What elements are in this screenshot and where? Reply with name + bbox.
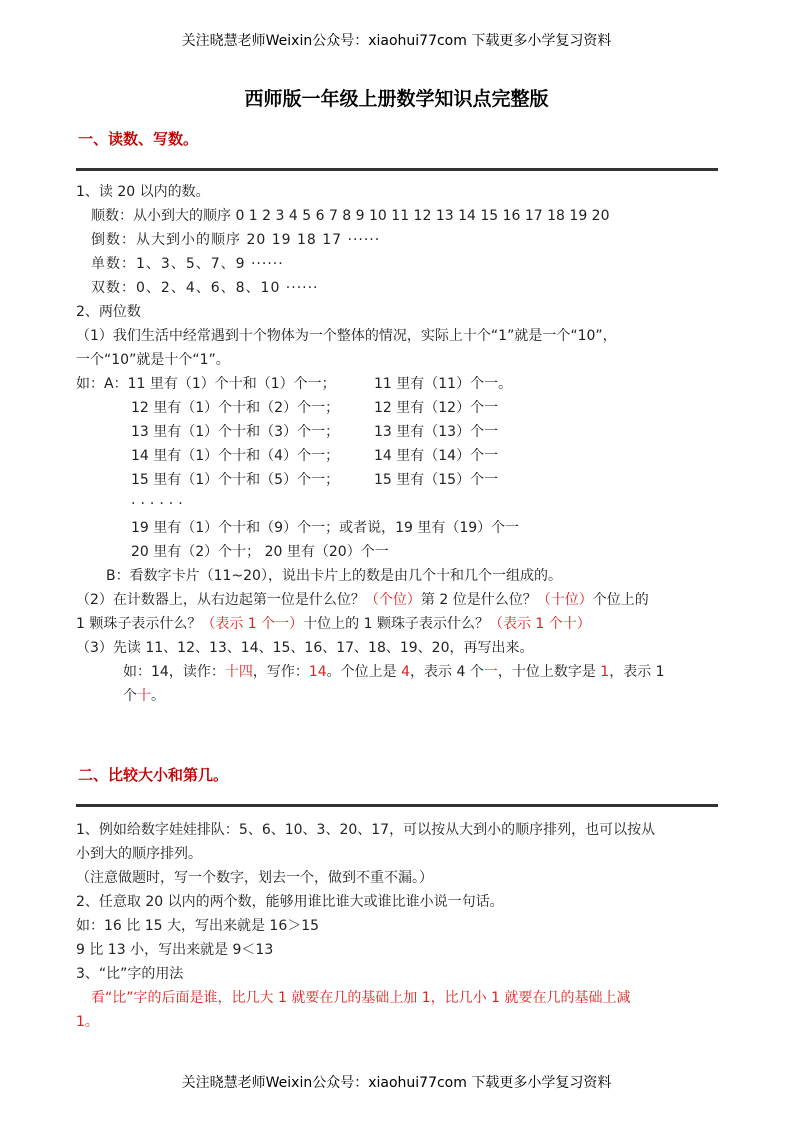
example-line: 15 里有（1）个十和（5）个一； xyxy=(131,472,340,488)
text-run: ，写作： xyxy=(252,664,309,680)
page-footer: 关注晓慧老师Weixin公众号：xiaohui77com 下载更多小学复习资料 xyxy=(181,1075,612,1091)
text-line: B：看数字卡片（11~20），说出卡片上的数是由几个十和几个一组成的。 xyxy=(106,568,562,584)
text-line: 倒数：从大到小的顺序 20 19 18 17 ······ xyxy=(91,232,381,248)
text-run: 十位上的 1 颗珠子表示什么？ xyxy=(303,616,489,632)
text-run: 第 2 位是什么位？ xyxy=(420,592,537,608)
text-run: 1 颗珠子表示什么？ xyxy=(76,616,202,632)
text-line: 3、“比”字的用法 xyxy=(76,966,184,982)
highlight-line: 看“比”字的后面是谁，比几大 1 就要在几的基础上加 1，比几小 1 就要在几的基础上减 xyxy=(91,990,631,1006)
text-line: （注意做题时，写一个数字，划去一个，做到不重不漏。） xyxy=(76,870,433,886)
answer-text: 1 xyxy=(600,664,610,680)
section-1-heading: 一、读数、写数。 xyxy=(78,130,199,148)
answer-text: 4 xyxy=(401,664,411,680)
text-run: ，表示 4 个 xyxy=(410,664,484,680)
document-title: 西师版一年级上册数学知识点完整版 xyxy=(244,88,549,110)
text-line: 如：16 比 15 大，写出来就是 16＞15 xyxy=(76,918,320,934)
section-1-divider xyxy=(76,168,718,171)
example-line: 11 里有（11）个一。 xyxy=(374,376,513,392)
section-2-heading: 二、比较大小和第几。 xyxy=(78,766,229,784)
text-line: 1、读 20 以内的数。 xyxy=(76,184,210,200)
text-line: 小到大的顺序排列。 xyxy=(76,846,202,862)
text-run: 如：14，读作： xyxy=(123,664,225,680)
text-run: ，表示 1 xyxy=(609,664,665,680)
example-line: 如：A：11 里有（1）个十和（1）个一； xyxy=(76,376,336,392)
text-line-mixed xyxy=(123,686,165,706)
text-line: 9 比 13 小，写出来就是 9＜13 xyxy=(76,942,274,958)
page-header: 关注晓慧老师Weixin公众号：xiaohui77com 下载更多小学复习资料 xyxy=(181,33,612,49)
answer-text: （十位） xyxy=(536,592,593,608)
text-run: （2）在计数器上，从右边起第一位是什么位？ xyxy=(76,592,365,608)
answer-text: （表示 1 个十） xyxy=(488,616,591,632)
answer-text: 一 xyxy=(483,664,498,680)
text-run: 。 xyxy=(151,688,165,704)
text-line-mixed xyxy=(123,662,665,682)
text-line: 一个“10”就是十个“1”。 xyxy=(76,352,230,368)
highlight-line: 1。 xyxy=(76,1014,99,1030)
text-run: 个位上的 xyxy=(592,592,649,608)
example-line: 13 里有（1）个十和（3）个一； xyxy=(131,424,340,440)
text-line: 单数：1、3、5、7、9 ······ xyxy=(91,256,284,272)
example-line: 19 里有（1）个十和（9）个一；或者说，19 里有（19）个一 xyxy=(131,520,520,536)
ellipsis-dots: ······ xyxy=(131,496,188,512)
text-line: （1）我们生活中经常遇到十个物体为一个整体的情况，实际上十个“1”就是一个“10”， xyxy=(76,328,617,344)
example-line: 14 里有（14）个一 xyxy=(374,448,499,464)
example-line: 12 里有（1）个十和（2）个一； xyxy=(131,400,340,416)
text-line: 1、例如给数字娃娃排队：5、6、10、3、20、17，可以按从大到小的顺序排列，也可以按从 xyxy=(76,822,656,838)
text-line: （3）先读 11、12、13、14、15、16、17、18、19、20，再写出来。 xyxy=(76,640,534,656)
example-line: 20 里有（2）个十； 20 里有（20）个一 xyxy=(131,544,389,560)
example-line: 12 里有（12）个一 xyxy=(374,400,499,416)
example-line: 14 里有（1）个十和（4）个一； xyxy=(131,448,340,464)
text-line: 2、两位数 xyxy=(76,304,141,320)
text-run: 个 xyxy=(123,688,137,704)
text-run: 。个位上是 xyxy=(326,664,402,680)
answer-text: （个位） xyxy=(364,592,421,608)
answer-text: 十 xyxy=(137,688,151,704)
section-2-divider xyxy=(76,804,718,807)
text-line-mixed xyxy=(76,614,591,634)
example-line: 15 里有（15）个一 xyxy=(374,472,499,488)
text-line: 双数：0、2、4、6、8、10 ······ xyxy=(91,280,319,296)
answer-text: 十四 xyxy=(224,664,253,680)
text-line: 2、任意取 20 以内的两个数，能够用谁比谁大或谁比谁小说一句话。 xyxy=(76,894,504,910)
text-line-mixed xyxy=(76,590,649,610)
example-line: 13 里有（13）个一 xyxy=(374,424,499,440)
text-run: ，十位上数字是 xyxy=(497,664,601,680)
text-line: 顺数：从小到大的顺序 0 1 2 3 4 5 6 7 8 9 10 11 12 13 14 15 16 17 18 19 20 xyxy=(91,208,610,224)
answer-text: 14 xyxy=(308,664,327,680)
answer-text: （表示 1 个一） xyxy=(201,616,304,632)
